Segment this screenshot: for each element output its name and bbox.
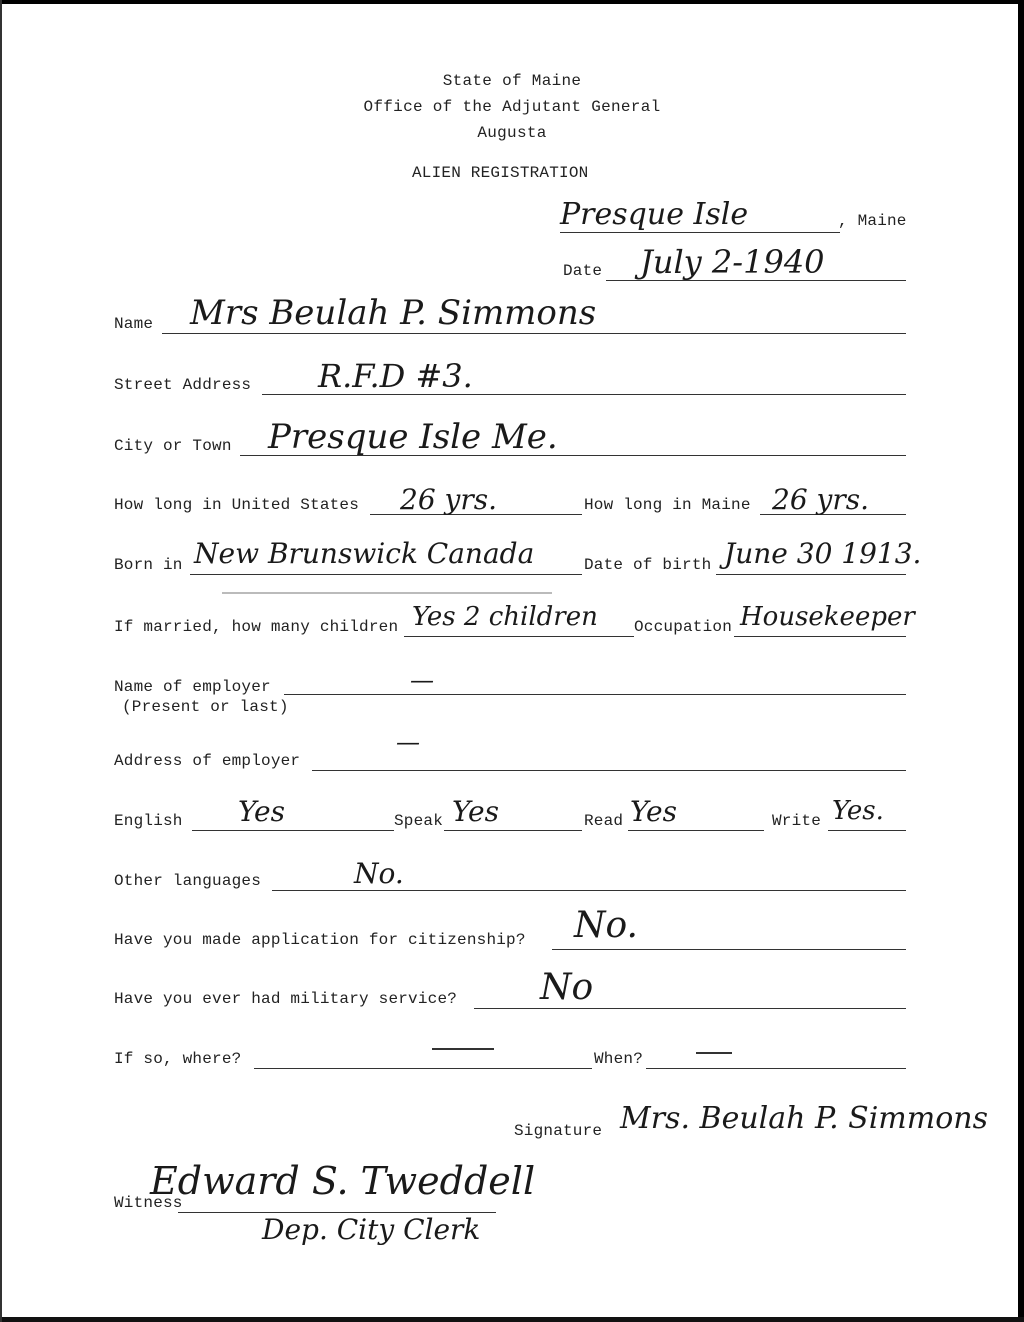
citizenship-value: No.: [574, 905, 638, 946]
scan-border-right: [1018, 0, 1024, 1322]
where-label: If so, where?: [114, 1050, 242, 1068]
in-maine-value: 26 yrs.: [772, 483, 870, 516]
in-us-label: How long in United States: [114, 496, 360, 514]
scan-border-top: [0, 0, 1024, 4]
occupation-label: Occupation: [634, 618, 733, 636]
speak-value: Yes: [452, 795, 499, 828]
witness-title: Dep. City Clerk: [262, 1213, 481, 1246]
where-line: [254, 1068, 592, 1069]
born-label: Born in: [114, 556, 183, 574]
maine-label: , Maine: [838, 212, 907, 230]
read-label: Read: [584, 812, 624, 830]
employer-sublabel: (Present or last): [122, 698, 289, 716]
city-label: City or Town: [114, 437, 232, 455]
employer-value: —: [410, 666, 434, 694]
occupation-line: [734, 636, 906, 637]
write-value: Yes.: [832, 796, 884, 826]
in-maine-label: How long in Maine: [584, 496, 751, 514]
children-label: If married, how many children: [114, 618, 399, 636]
dob-label: Date of birth: [584, 556, 712, 574]
citizenship-line: [552, 949, 906, 950]
speak-label: Speak: [394, 812, 444, 830]
occupation-value: Housekeeper: [740, 602, 915, 632]
town-line: [560, 232, 840, 233]
when-dash: [696, 1052, 732, 1054]
form-title: ALIEN REGISTRATION: [412, 164, 589, 182]
city-value: Presque Isle Me.: [268, 417, 558, 457]
employer-address-label: Address of employer: [114, 752, 301, 770]
write-label: Write: [772, 812, 822, 830]
employer-address-value: —: [396, 728, 420, 756]
children-line: [404, 636, 634, 637]
employer-label: Name of employer: [114, 678, 271, 696]
read-value: Yes: [630, 795, 677, 828]
date-value: July 2-1940: [640, 243, 825, 281]
other-languages-line: [272, 890, 906, 891]
town-value: Presque Isle: [560, 197, 749, 232]
pencil-mark: [222, 592, 552, 594]
when-line: [646, 1068, 906, 1069]
header-city: Augusta: [477, 124, 547, 142]
children-value: Yes 2 children: [412, 602, 598, 632]
citizenship-label: Have you made application for citizenship?: [114, 931, 526, 949]
employer-line: [284, 694, 906, 695]
english-label: English: [114, 812, 183, 830]
street-value: R.F.D #3.: [318, 357, 473, 395]
witness-label: Witness: [114, 1194, 183, 1212]
employer-address-line: [312, 770, 906, 771]
signature-value: Mrs. Beulah P. Simmons: [620, 1101, 988, 1136]
name-value: Mrs Beulah P. Simmons: [190, 293, 597, 333]
witness-value: Edward S. Tweddell: [150, 1159, 536, 1203]
date-label: Date: [563, 262, 603, 280]
military-label: Have you ever had military service?: [114, 990, 458, 1008]
name-line: [162, 333, 906, 334]
signature-label: Signature: [514, 1122, 603, 1140]
when-label: When?: [594, 1050, 644, 1068]
military-value: No: [540, 967, 594, 1008]
scan-border-bottom: [0, 1317, 1024, 1322]
street-label: Street Address: [114, 376, 252, 394]
other-languages-value: No.: [354, 857, 404, 890]
born-value: New Brunswick Canada: [194, 537, 535, 570]
header-office: Office of the Adjutant General: [363, 98, 661, 116]
read-line: [628, 830, 764, 831]
dob-line: [716, 574, 906, 575]
english-line: [192, 830, 394, 831]
english-value: Yes: [238, 795, 285, 828]
in-us-value: 26 yrs.: [400, 483, 498, 516]
name-label: Name: [114, 315, 154, 333]
born-line: [190, 574, 582, 575]
dob-value: June 30 1913.: [724, 537, 922, 570]
where-dash: [432, 1048, 494, 1050]
speak-line: [444, 830, 582, 831]
scan-border-left: [0, 0, 2, 1322]
military-line: [474, 1008, 906, 1009]
header-state: State of Maine: [442, 72, 582, 90]
other-languages-label: Other languages: [114, 872, 262, 890]
write-line: [828, 830, 906, 831]
